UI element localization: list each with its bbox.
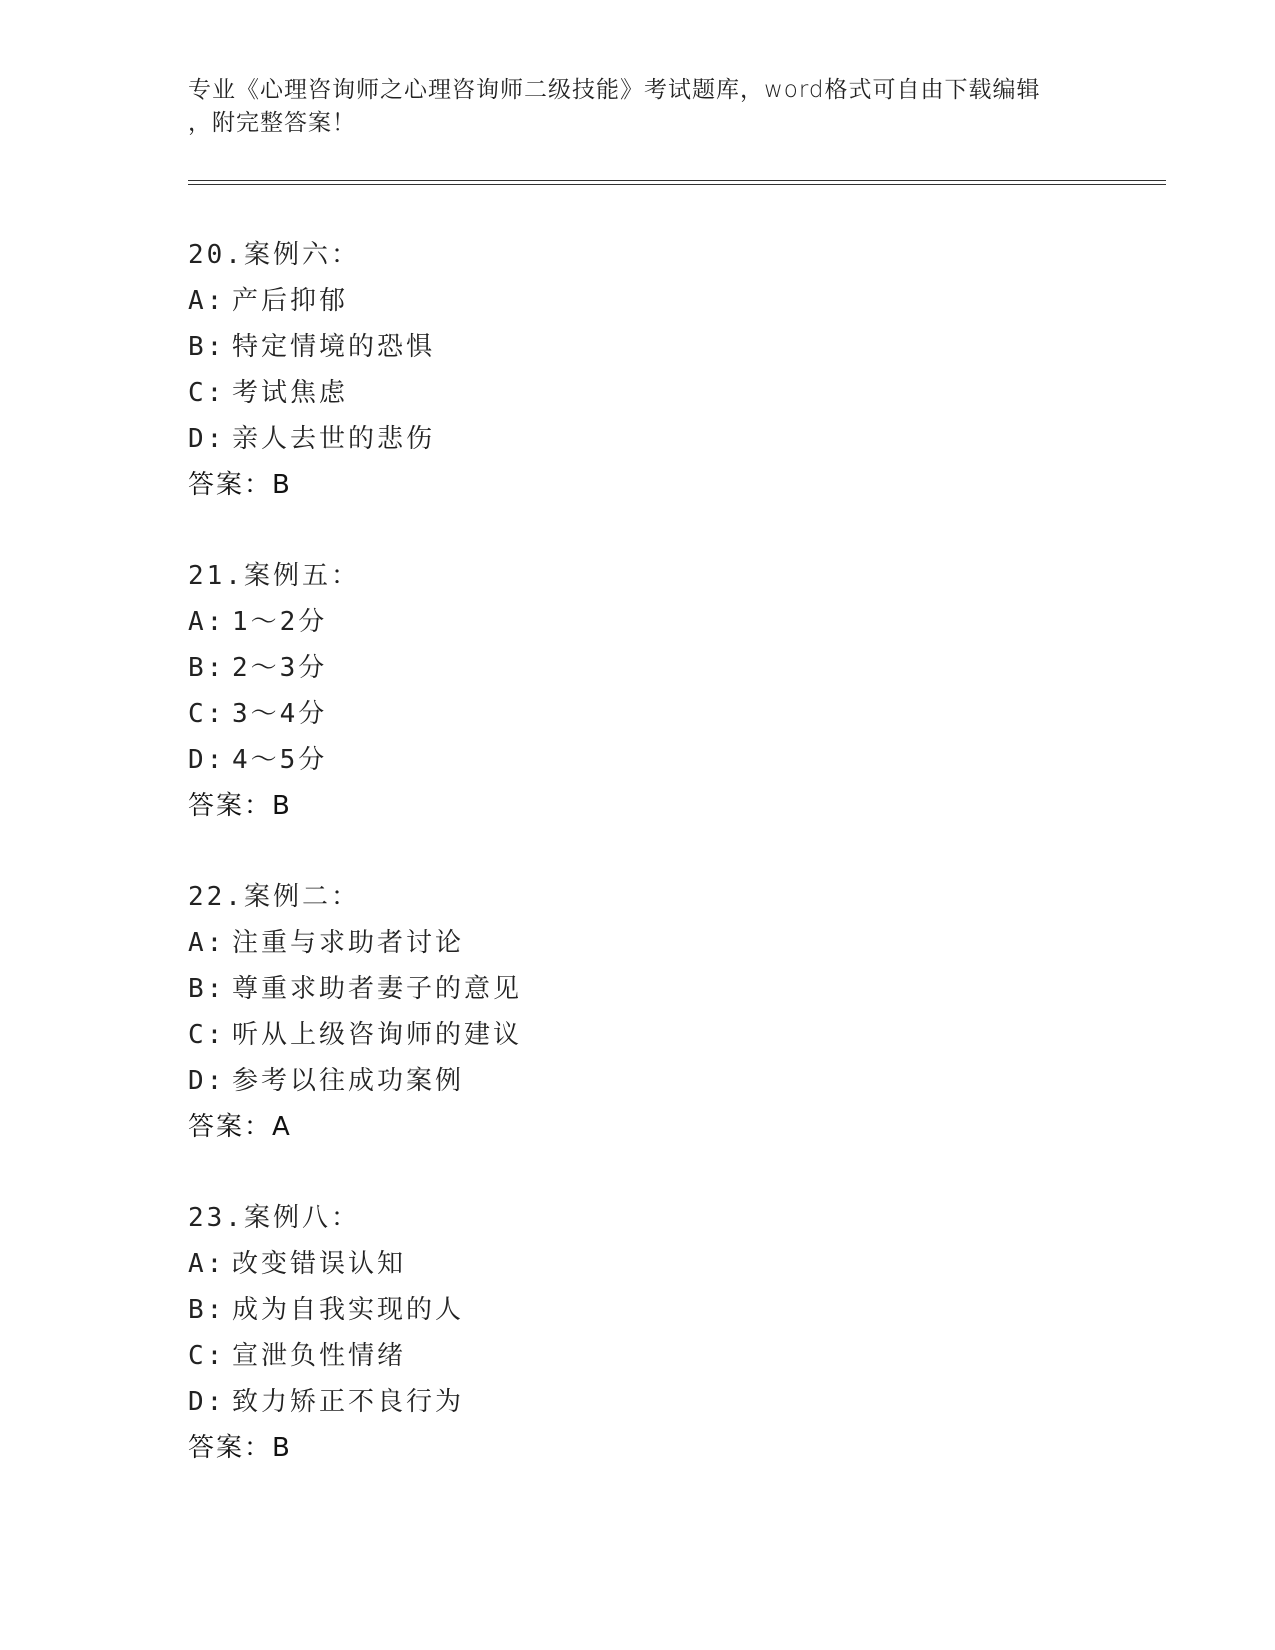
option-text: 产后抑郁 <box>232 286 349 316</box>
option-d <box>188 416 1088 462</box>
option-letter: C: <box>188 1341 226 1371</box>
option-letter: B: <box>188 653 226 683</box>
option-text: 致力矫正不良行为 <box>232 1387 465 1417</box>
option-text: 尊重求助者妻子的意见 <box>232 974 523 1004</box>
option-a <box>188 920 1088 966</box>
option-text: 亲人去世的悲伤 <box>232 424 436 454</box>
option-b <box>188 966 1088 1012</box>
answer-line: 答案：A <box>188 1112 292 1142</box>
question-22 <box>188 874 1088 1150</box>
option-letter: A: <box>188 286 226 316</box>
option-text: 改变错误认知 <box>232 1249 407 1279</box>
option-c <box>188 691 1088 737</box>
option-letter: A: <box>188 928 226 958</box>
option-text: 3～4分 <box>232 699 328 729</box>
header-line-2: ，附完整答案！ <box>188 110 356 136</box>
question-title: 20.案例六： <box>188 240 360 270</box>
question-title: 22.案例二： <box>188 882 360 912</box>
option-letter: A: <box>188 607 226 637</box>
option-a <box>188 599 1088 645</box>
option-text: 2～3分 <box>232 653 328 683</box>
option-letter: A: <box>188 1249 226 1279</box>
option-c <box>188 1333 1088 1379</box>
option-d <box>188 737 1088 783</box>
question-title: 21.案例五： <box>188 561 360 591</box>
option-text: 1～2分 <box>232 607 328 637</box>
option-c <box>188 370 1088 416</box>
answer-line: 答案：B <box>188 1433 292 1463</box>
option-text: 注重与求助者讨论 <box>232 928 465 958</box>
option-letter: B: <box>188 332 226 362</box>
question-21 <box>188 553 1088 829</box>
option-text: 宣泄负性情绪 <box>232 1341 407 1371</box>
option-letter: D: <box>188 1066 226 1096</box>
document-header <box>188 74 1088 140</box>
question-title: 23.案例八： <box>188 1203 360 1233</box>
option-text: 听从上级咨询师的建议 <box>232 1020 523 1050</box>
option-text: 成为自我实现的人 <box>232 1295 465 1325</box>
option-letter: D: <box>188 424 226 454</box>
option-letter: B: <box>188 1295 226 1325</box>
option-letter: D: <box>188 745 226 775</box>
option-d <box>188 1058 1088 1104</box>
header-line-1: 专业《心理咨询师之心理咨询师二级技能》考试题库，word格式可自由下载编辑 <box>188 77 1041 103</box>
option-text: 4～5分 <box>232 745 328 775</box>
option-text: 考试焦虑 <box>232 378 349 408</box>
option-letter: D: <box>188 1387 226 1417</box>
header-divider <box>188 180 1166 185</box>
option-letter: B: <box>188 974 226 1004</box>
option-b <box>188 645 1088 691</box>
question-20 <box>188 232 1088 508</box>
option-letter: C: <box>188 1020 226 1050</box>
answer-line: 答案：B <box>188 470 292 500</box>
answer-line: 答案：B <box>188 791 292 821</box>
option-text: 参考以往成功案例 <box>232 1066 465 1096</box>
option-a <box>188 1241 1088 1287</box>
option-a <box>188 278 1088 324</box>
option-letter: C: <box>188 699 226 729</box>
option-b <box>188 1287 1088 1333</box>
option-d <box>188 1379 1088 1425</box>
option-text: 特定情境的恐惧 <box>232 332 436 362</box>
question-23 <box>188 1195 1088 1471</box>
option-c <box>188 1012 1088 1058</box>
option-b <box>188 324 1088 370</box>
option-letter: C: <box>188 378 226 408</box>
